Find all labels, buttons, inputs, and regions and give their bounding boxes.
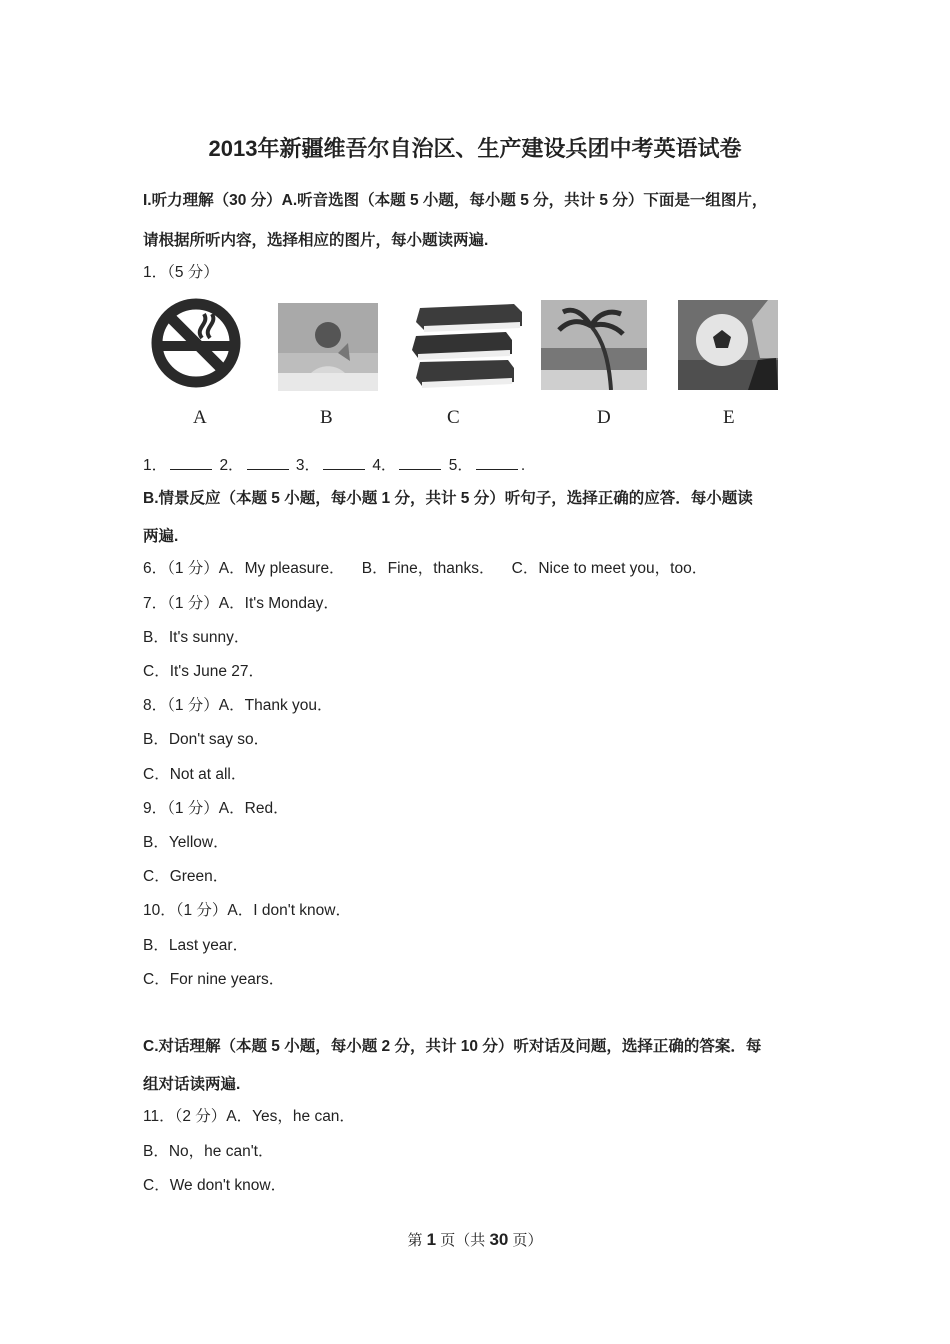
footer-total-pages: 30 [489,1230,509,1249]
question-7: 7．（1 分）A．It's Monday． [143,595,339,612]
blank-label-2: 2． [219,457,244,474]
option-line: B．Last year． [143,937,249,954]
answer-blank[interactable] [247,457,289,470]
option-line: C．Green． [143,868,229,885]
option-line: C．We don't know． [143,1177,287,1194]
blank-end: . [520,457,526,474]
question-8: 8．（1 分）A．Thank you． [143,697,333,714]
option-line: B．Yellow． [143,834,229,851]
section-c-heading-line1: C.对话理解（本题 5 小题，每小题 2 分，共计 10 分）听对话及问题，选择正确的答案．每 [143,1038,762,1055]
football-image [678,300,778,390]
answer-blank[interactable] [476,457,518,470]
section-c-heading-line2: 组对话读两遍. [143,1076,241,1093]
section-b-heading-line1: B.情景反应（本题 5 小题，每小题 1 分，共计 5 分）听句子，选择正确的应答．每小题读 [143,490,753,507]
page-title: 2013年新疆维吾尔自治区、生产建设兵团中考英语试卷 [208,136,742,161]
question-10: 10．（1 分）A．I don't know． [143,902,351,919]
answer-blank[interactable] [399,457,441,470]
boy-thinking-image [278,303,378,391]
blank-label-4: 4． [372,457,397,474]
footer-page-number: 1 [426,1230,437,1249]
blank-label-5: 5． [448,457,473,474]
question-9: 9．（1 分）A．Red． [143,800,289,817]
question-1-label: 1．（5 分） [143,264,219,281]
picture-label-c: C [447,407,460,428]
section-1-heading-line1: I.听力理解（30 分）A.听音选图（本题 5 小题，每小题 5 分，共计 5 分）下面是一组图片， [143,192,768,209]
picture-label-e: E [723,407,735,428]
question-6: 6．（1 分）A．My pleasure． B．Fine，thanks． C．Nice to meet you，too． [143,560,708,577]
footer-suffix: 页） [508,1232,543,1249]
beach-image [541,300,647,390]
section-1-heading-line2: 请根据所听内容，选择相应的图片，每小题读两遍. [143,232,489,249]
picture-label-b: B [320,407,333,428]
blank-label-1: 1． [143,457,168,474]
answer-blanks-row [143,453,525,475]
answer-blank[interactable] [170,457,212,470]
option-line: C．For nine years． [143,971,285,988]
blank-label-3: 3． [295,457,320,474]
no-smoking-icon [144,298,248,388]
option-line: B．It's sunny． [143,629,250,646]
page-footer [0,1229,950,1250]
question-11: 11．（2 分）A．Yes，he can． [143,1108,355,1125]
option-line: B．Don't say so． [143,731,270,748]
option-line: B．No，he can't． [143,1143,274,1160]
answer-blank[interactable] [323,457,365,470]
footer-middle: 页（共 [436,1232,490,1249]
footer-prefix: 第 [407,1232,427,1249]
option-line: C．Not at all． [143,766,247,783]
picture-label-a: A [193,407,207,428]
picture-label-d: D [597,407,611,428]
section-b-heading-line2: 两遍. [143,528,179,545]
books-image [410,300,524,388]
option-line: C．It's June 27． [143,663,264,680]
